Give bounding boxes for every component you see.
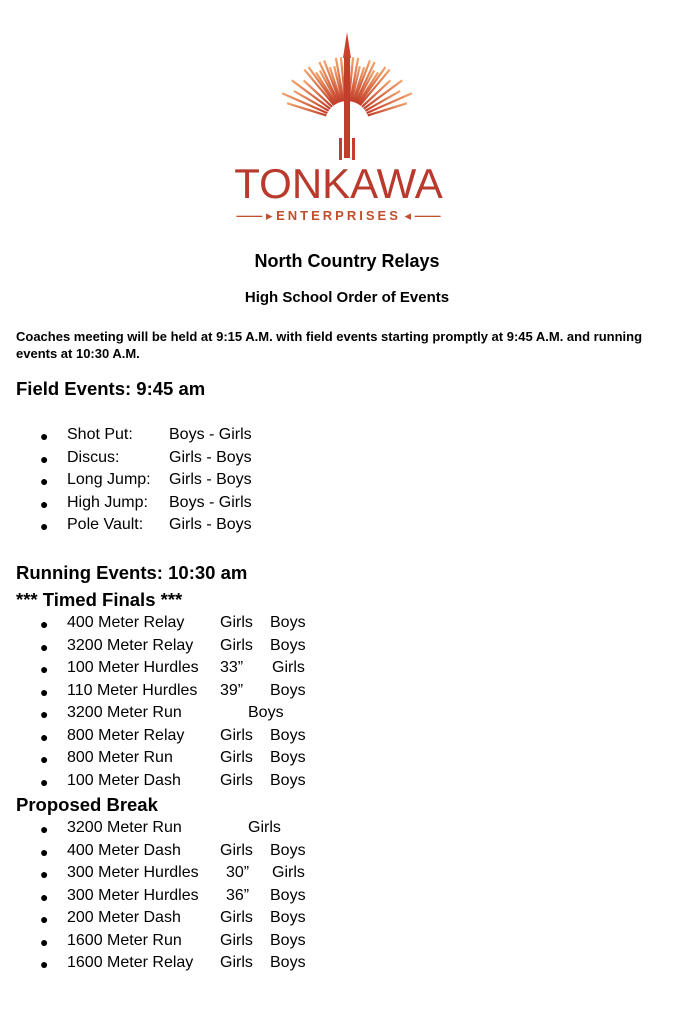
bullet-icon: ● <box>40 933 49 950</box>
event-col-b: Girls <box>248 819 281 836</box>
event-name: 100 Meter Dash <box>67 771 181 789</box>
event-col-a: Girls <box>220 909 253 926</box>
event-col-b: Boys <box>248 704 284 721</box>
bullet-icon: ● <box>40 616 49 632</box>
event-order: Girls - Boys <box>169 471 252 488</box>
event-name: 3200 Meter Run <box>67 704 182 721</box>
event-name: 300 Meter Hurdles <box>67 886 199 904</box>
bullet-icon: ● <box>40 773 49 790</box>
bullet-icon: ● <box>40 728 49 745</box>
bullet-icon: ● <box>40 473 49 489</box>
bullet-icon: ● <box>40 751 49 767</box>
event-col-b: Boys <box>270 771 306 789</box>
event-col-b: Boys <box>270 841 306 859</box>
event-col-b: Girls <box>272 864 305 881</box>
event-name: High Jump: <box>67 493 148 511</box>
field-events-heading: Field Events: 9:45 am <box>16 378 206 399</box>
event-col-a: Girls <box>220 614 253 631</box>
running-events-heading: Running Events: 10:30 am <box>16 562 248 583</box>
event-col-a: 30” <box>226 864 250 881</box>
event-col-a: 39” <box>220 681 244 699</box>
event-col-b: Boys <box>270 749 306 766</box>
event-name: Pole Vault: <box>67 516 144 533</box>
event-col-b: Girls <box>272 659 305 676</box>
bullet-icon: ● <box>40 495 49 512</box>
event-order: Girls - Boys <box>169 448 252 466</box>
event-col-b: Boys <box>270 614 306 631</box>
event-col-a: Girls <box>220 726 253 744</box>
event-col-b: Boys <box>270 909 306 926</box>
event-col-a: 36” <box>226 886 250 904</box>
event-name: 400 Meter Relay <box>67 614 185 631</box>
event-col-b: Boys <box>270 726 306 744</box>
bullet-icon: ● <box>40 821 49 837</box>
event-col-a: 33” <box>220 659 244 676</box>
event-col-b: Boys <box>270 681 306 699</box>
event-name: 3200 Meter Run <box>67 819 182 836</box>
event-col-a: Girls <box>220 771 253 789</box>
bullet-icon: ● <box>40 866 49 882</box>
bullet-icon: ● <box>40 956 49 972</box>
event-order: Girls - Boys <box>169 516 252 533</box>
bullet-icon: ● <box>40 911 49 927</box>
bullet-icon: ● <box>40 638 49 655</box>
event-col-a: Girls <box>220 954 253 971</box>
event-col-a: Girls <box>220 931 253 949</box>
event-col-b: Boys <box>270 954 306 971</box>
event-col-a: Girls <box>220 749 253 766</box>
event-col-a: Girls <box>220 841 253 859</box>
bullet-icon: ● <box>40 518 49 534</box>
event-name: 300 Meter Hurdles <box>67 864 199 881</box>
bullet-icon: ● <box>40 683 49 700</box>
event-name: Discus: <box>67 448 120 466</box>
bullet-icon: ● <box>40 450 49 467</box>
event-name: 800 Meter Relay <box>67 726 185 744</box>
bullet-icon: ● <box>40 888 49 905</box>
event-name: 3200 Meter Relay <box>67 636 194 654</box>
event-name: Long Jump: <box>67 471 151 488</box>
bullet-icon: ● <box>40 706 49 722</box>
event-name: 400 Meter Dash <box>67 841 181 859</box>
brand-name: TONKAWA <box>234 160 443 207</box>
event-name: 110 Meter Hurdles <box>67 681 198 699</box>
event-name: 200 Meter Dash <box>67 909 181 926</box>
event-name: Shot Put: <box>67 426 133 443</box>
event-col-a: Girls <box>220 636 253 654</box>
bullet-icon: ● <box>40 843 49 860</box>
brand-subtitle: —— ▸ ENTERPRISES ◂ —— <box>236 208 441 223</box>
event-order: Boys - Girls <box>169 426 252 443</box>
event-name: 100 Meter Hurdles <box>67 659 199 676</box>
bullet-icon: ● <box>40 428 49 444</box>
event-name: 1600 Meter Run <box>67 931 182 949</box>
event-col-b: Boys <box>270 931 306 949</box>
event-name: 1600 Meter Relay <box>67 954 194 971</box>
page-title: North Country Relays <box>254 251 440 271</box>
coaches-meeting-note: Coaches meeting will be held at 9:15 A.M. with field events starting promptly at 9:45 A.M. and running events at 10:30 A.M. <box>16 329 643 361</box>
timed-finals-heading: *** Timed Finals *** <box>16 589 183 610</box>
page-subtitle: High School Order of Events <box>244 289 450 306</box>
event-order: Boys - Girls <box>169 493 252 511</box>
bullet-icon: ● <box>40 661 49 677</box>
event-name: 800 Meter Run <box>67 749 173 766</box>
event-col-b: Boys <box>270 636 306 654</box>
event-col-b: Boys <box>270 886 306 904</box>
proposed-break-heading: Proposed Break <box>16 794 158 815</box>
